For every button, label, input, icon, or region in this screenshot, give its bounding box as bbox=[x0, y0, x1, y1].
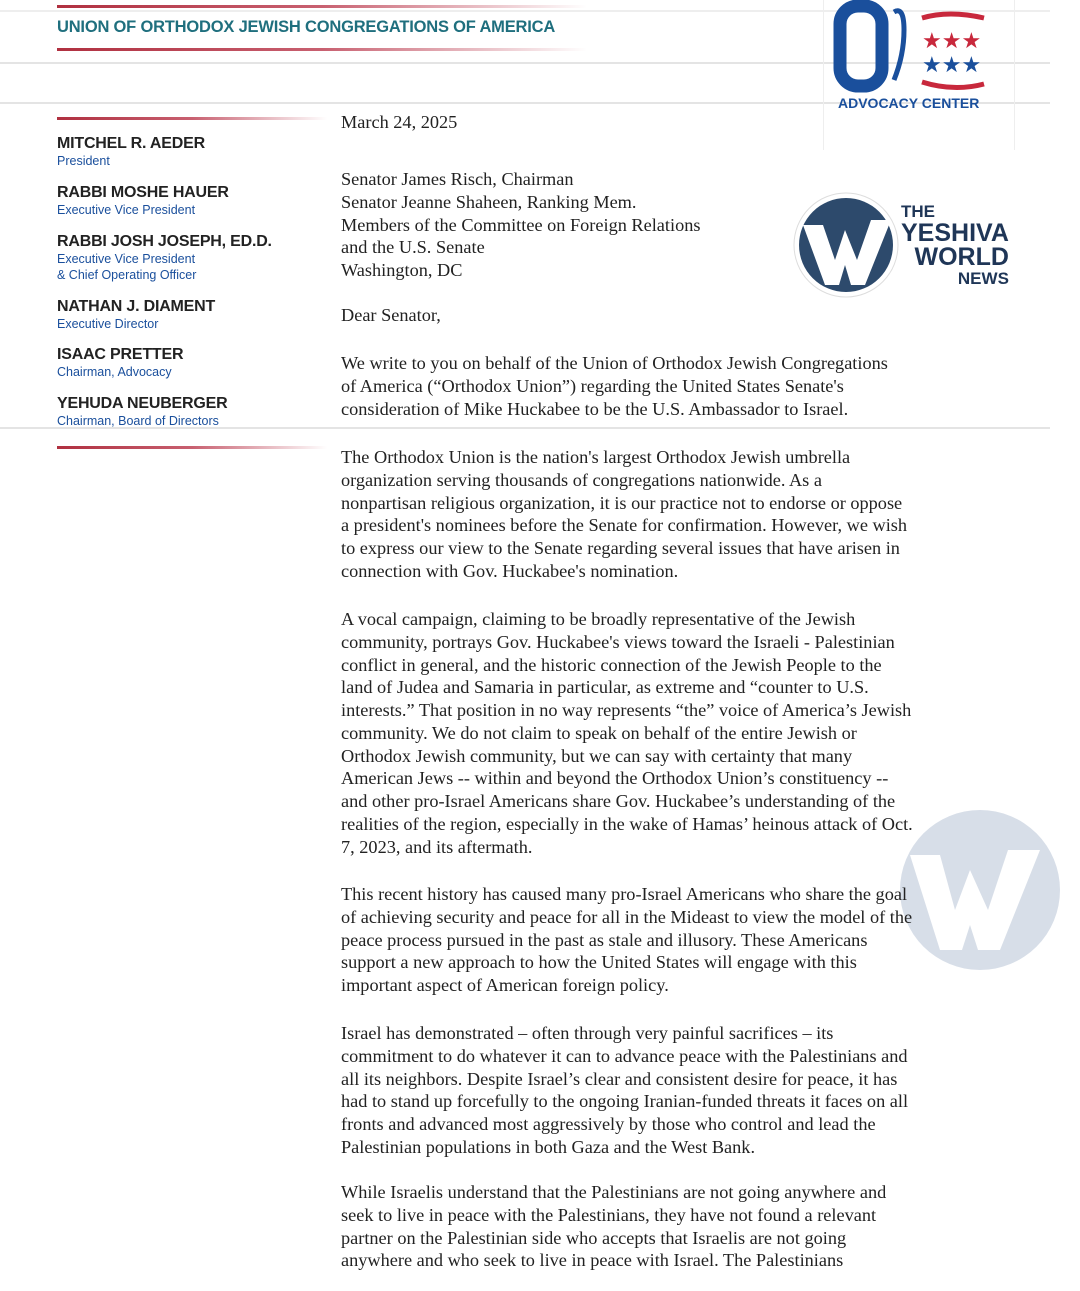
paragraph-line: We write to you on behalf of the Union of Orthodox Jewish Congregations bbox=[341, 353, 888, 373]
paragraph-line: Orthodox Jewish community, but we can say with certainty that many bbox=[341, 745, 853, 766]
paragraph-line: American Jews -- within and beyond the Orthodox Union’s constituency -- bbox=[341, 768, 889, 789]
officer-title: Chairman, Advocacy bbox=[57, 365, 172, 379]
paragraph-line: important aspect of American foreign policy. bbox=[341, 975, 669, 995]
divider bbox=[57, 446, 327, 449]
officer-name: RABBI JOSH JOSEPH, ED.D. bbox=[57, 233, 272, 250]
paragraph-line: of achieving security and peace for all in the Mideast to view the model of the bbox=[341, 906, 913, 927]
logo-text-the: THE bbox=[901, 202, 935, 221]
addressee-line: Washington, DC bbox=[341, 260, 463, 280]
paragraph-line: commitment to do whatever it can to advance peace with the Palestinians and bbox=[341, 1045, 908, 1066]
officer-name: MITCHEL R. AEDER bbox=[57, 135, 205, 152]
body-paragraph bbox=[341, 352, 888, 420]
paragraph-line: to express our view to the Senate regarding several issues that have arisen in bbox=[341, 538, 900, 558]
salutation: Dear Senator, bbox=[341, 305, 441, 325]
paragraph-line: anywhere and who seek to live in peace with Israel. The Palestinians bbox=[341, 1250, 844, 1271]
paragraph-line: While Israelis understand that the Palestinians are not going anywhere and bbox=[341, 1182, 887, 1202]
paragraph-line: The Orthodox Union is the nation's largest Orthodox Jewish umbrella bbox=[341, 447, 851, 467]
paragraph-line: A vocal campaign, claiming to be broadly representative of the Jewish bbox=[341, 609, 856, 629]
org-name: UNION OF ORTHODOX JEWISH CONGREGATIONS OF AMERICA bbox=[57, 18, 556, 36]
paragraph-line: Israel has demonstrated – often through very painful sacrifices – its bbox=[341, 1023, 834, 1043]
paragraph-line: consideration of Mike Huckabee to be the U.S. Ambassador to Israel. bbox=[341, 398, 849, 419]
ou-logo-icon bbox=[824, 0, 1014, 100]
divider bbox=[57, 5, 587, 8]
body-paragraph bbox=[341, 883, 912, 997]
paragraph-line: a president's nominees before the Senate for confirmation. However, we wish bbox=[341, 515, 908, 536]
logo-text-news: NEWS bbox=[957, 269, 1009, 288]
paragraph-line: seek to live in peace with the Palestinians, they have not found a relevant bbox=[341, 1204, 877, 1225]
paragraph-line: 7, 2023, and its aftermath. bbox=[341, 836, 533, 857]
paragraph-line: support a new approach to how the United States will engage with this bbox=[341, 952, 857, 973]
paragraph-line: community, portrays Gov. Huckabee's views toward the Israeli - Palestinian bbox=[341, 631, 895, 652]
officer-entry bbox=[57, 184, 229, 218]
officer-title: Executive Director bbox=[57, 317, 159, 331]
paragraph-line: interests.” That position in no way represents “the” voice of America’s Jewish bbox=[341, 700, 912, 720]
officer-title: Chairman, Board of Directors bbox=[57, 414, 219, 428]
logo-text-world: WORLD bbox=[914, 243, 1009, 271]
paragraph-line: of America (“Orthodox Union”) regarding the United States Senate's bbox=[341, 375, 844, 396]
officer-title: Executive Vice President bbox=[57, 203, 196, 217]
paragraph-line: partner on the Palestinian side who accepts that Israelis are not going bbox=[341, 1227, 847, 1248]
advocacy-center-label: ADVOCACY CENTER bbox=[838, 95, 980, 111]
paragraph-line: land of Judea and Samaria in particular, as extreme and “counter to U.S. bbox=[341, 677, 869, 698]
addressee-line: and the U.S. Senate bbox=[341, 237, 485, 258]
addressee-line: Members of the Committee on Foreign Relations bbox=[341, 214, 701, 235]
paragraph-line: and other pro-Israel Americans share Gov. Huckabee’s understanding of the bbox=[341, 791, 896, 811]
paragraph-line: peace process pursued in the past as stale and illusory. These Americans bbox=[341, 929, 868, 950]
addressee-block bbox=[341, 168, 700, 282]
logo-text-yeshiva: YESHIVA bbox=[901, 219, 1009, 247]
officer-entry bbox=[57, 298, 215, 332]
ou-advocacy-logo bbox=[823, 0, 1015, 150]
officer-name: ISAAC PRETTER bbox=[57, 346, 184, 363]
officer-title: Executive Vice President bbox=[57, 252, 196, 266]
paragraph-line: all its neighbors. Despite Israel’s clear and consistent desire for peace, it has bbox=[341, 1068, 898, 1089]
svg-text:★★★: ★★★ bbox=[922, 53, 982, 78]
paragraph-line: This recent history has caused many pro-Israel Americans who share the goal bbox=[341, 884, 908, 904]
yeshiva-world-w-icon bbox=[793, 190, 903, 300]
paragraph-line: community. We do not claim to speak on behalf of the entire Jewish or bbox=[341, 722, 857, 743]
officer-title: President bbox=[57, 154, 110, 168]
body-paragraph bbox=[341, 1022, 908, 1159]
paragraph-line: organization serving thousands of congregations nationwide. As a bbox=[341, 469, 822, 490]
officer-title: & Chief Operating Officer bbox=[57, 268, 197, 282]
paragraph-line: conflict in general, and the historic connection of the Jewish People to the bbox=[341, 654, 882, 675]
officer-entry bbox=[57, 233, 272, 283]
officer-entry bbox=[57, 135, 205, 169]
divider bbox=[57, 117, 327, 120]
yeshiva-world-news-logo bbox=[793, 190, 1023, 300]
officer-name: RABBI MOSHE HAUER bbox=[57, 184, 229, 201]
paragraph-line: Palestinian populations in both Gaza and the West Bank. bbox=[341, 1136, 756, 1157]
officer-name: NATHAN J. DIAMENT bbox=[57, 298, 216, 315]
body-paragraph bbox=[341, 446, 907, 583]
addressee-line: Senator James Risch, Chairman bbox=[341, 169, 574, 189]
paragraph-line: realities of the region, especially in the wake of Hamas’ heinous attack of Oct. bbox=[341, 813, 913, 834]
officer-entry bbox=[57, 346, 183, 380]
watermark-w-icon bbox=[890, 810, 1070, 970]
body-paragraph bbox=[341, 608, 913, 858]
addressee-line: Senator Jeanne Shaheen, Ranking Mem. bbox=[341, 191, 637, 212]
letter-date: March 24, 2025 bbox=[341, 112, 458, 132]
paragraph-line: had to stand up forcefully to the ongoing Iranian-funded threats it faces on all bbox=[341, 1091, 909, 1112]
paragraph-line: connection with Gov. Huckabee's nomination. bbox=[341, 560, 679, 581]
officer-name: YEHUDA NEUBERGER bbox=[57, 395, 228, 412]
paragraph-line: nonpartisan religious organization, it is our practice not to endorse or oppose bbox=[341, 492, 903, 513]
svg-text:★★★: ★★★ bbox=[922, 29, 982, 54]
officer-entry bbox=[57, 395, 227, 429]
paragraph-line: fronts and advanced most aggressively by those who control and lead the bbox=[341, 1114, 876, 1134]
body-paragraph bbox=[341, 1181, 886, 1272]
divider bbox=[57, 48, 587, 51]
